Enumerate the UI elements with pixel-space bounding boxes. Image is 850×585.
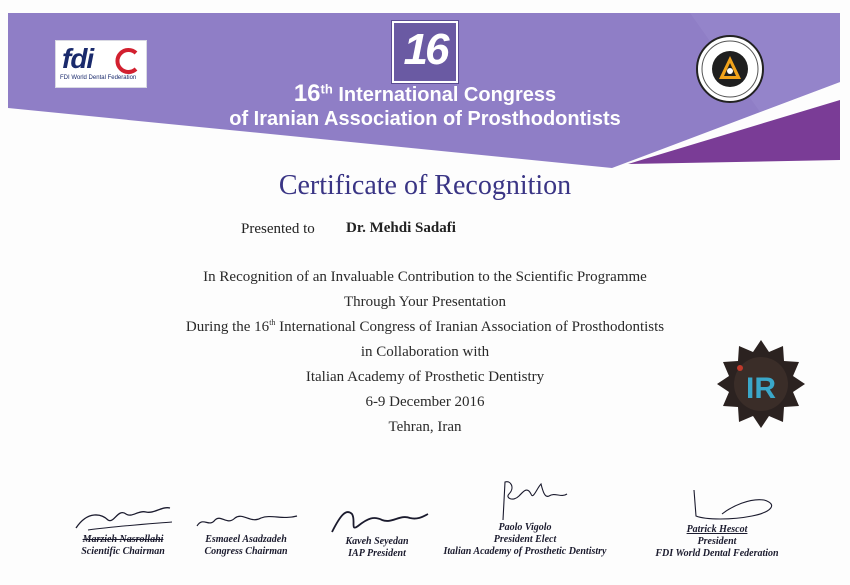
- signatory-4-org: Italian Academy of Prosthetic Dentistry: [443, 546, 607, 557]
- signatory-5-name: Patrick Hescot: [686, 524, 748, 535]
- signature-scribble-2: [191, 508, 301, 534]
- body-line-5: Italian Academy of Prosthetic Dentistry: [305, 369, 545, 385]
- fdi-swoosh-icon: [114, 47, 142, 75]
- certificate-title: Certificate of Recognition: [278, 170, 572, 201]
- event-location: Tehran, Iran: [388, 419, 462, 435]
- signature-scribble-4: [475, 478, 575, 522]
- recipient-name: Dr. Mehdi Sadafi: [346, 220, 456, 236]
- signatory-5-role: President: [697, 536, 737, 547]
- body-line-1: In Recognition of an Invaluable Contribution to the Scientific Programme: [203, 269, 647, 285]
- body-line-3-start: During the 16: [185, 319, 270, 335]
- body-line-2: Through Your Presentation: [343, 294, 507, 310]
- signatory-2-name: Esmaeel Asadzadeh: [205, 534, 287, 545]
- signatory-5-org: FDI World Dental Federation: [655, 548, 779, 559]
- signature-block-5: [632, 486, 802, 560]
- signatory-4-role: President Elect: [493, 534, 557, 545]
- body-line-3-ordinal: th: [269, 318, 276, 327]
- signature-block-2: [186, 508, 306, 558]
- signature-block-4: [436, 478, 614, 558]
- signature-scribble-1: [68, 500, 178, 534]
- congress-subtitle: of Iranian Association of Prosthodontists: [229, 108, 621, 130]
- congress-number: 16: [293, 80, 321, 107]
- event-date: 6-9 December 2016: [365, 394, 485, 410]
- svg-text:IR: IR: [746, 372, 776, 405]
- congress-logo: [392, 21, 458, 83]
- congress-headline: [0, 80, 850, 108]
- congress-logo-number: 16: [403, 25, 447, 74]
- signatory-1-name: Marzieh Nasrollahi: [82, 534, 164, 545]
- iar-badge-logo: [716, 338, 806, 428]
- presented-label: Presented to: [241, 221, 315, 237]
- congress-title: International Congress: [338, 84, 557, 106]
- body-line-3: [0, 318, 850, 336]
- body-line-3-end: International Congress of Iranian Association of Prosthodontists: [275, 319, 665, 335]
- signatory-3-name: Kaveh Seyedan: [345, 536, 409, 547]
- signatory-1-role: Scientific Chairman: [81, 546, 165, 557]
- body-line-4: in Collaboration with: [360, 344, 490, 360]
- signatory-3-role: IAP President: [348, 548, 406, 559]
- congress-ordinal: th: [320, 81, 333, 97]
- signature-block-1: [64, 500, 182, 558]
- fdi-logo-wordmark: fdi: [62, 43, 94, 74]
- signatory-4-name: Paolo Vigolo: [498, 522, 552, 533]
- signatory-2-role: Congress Chairman: [204, 546, 288, 557]
- signature-scribble-5: [652, 486, 782, 524]
- fdi-logo-subtitle: FDI World Dental Federation: [60, 75, 137, 81]
- signature-scribble-3: [322, 502, 432, 536]
- signature-block-3: [318, 502, 436, 560]
